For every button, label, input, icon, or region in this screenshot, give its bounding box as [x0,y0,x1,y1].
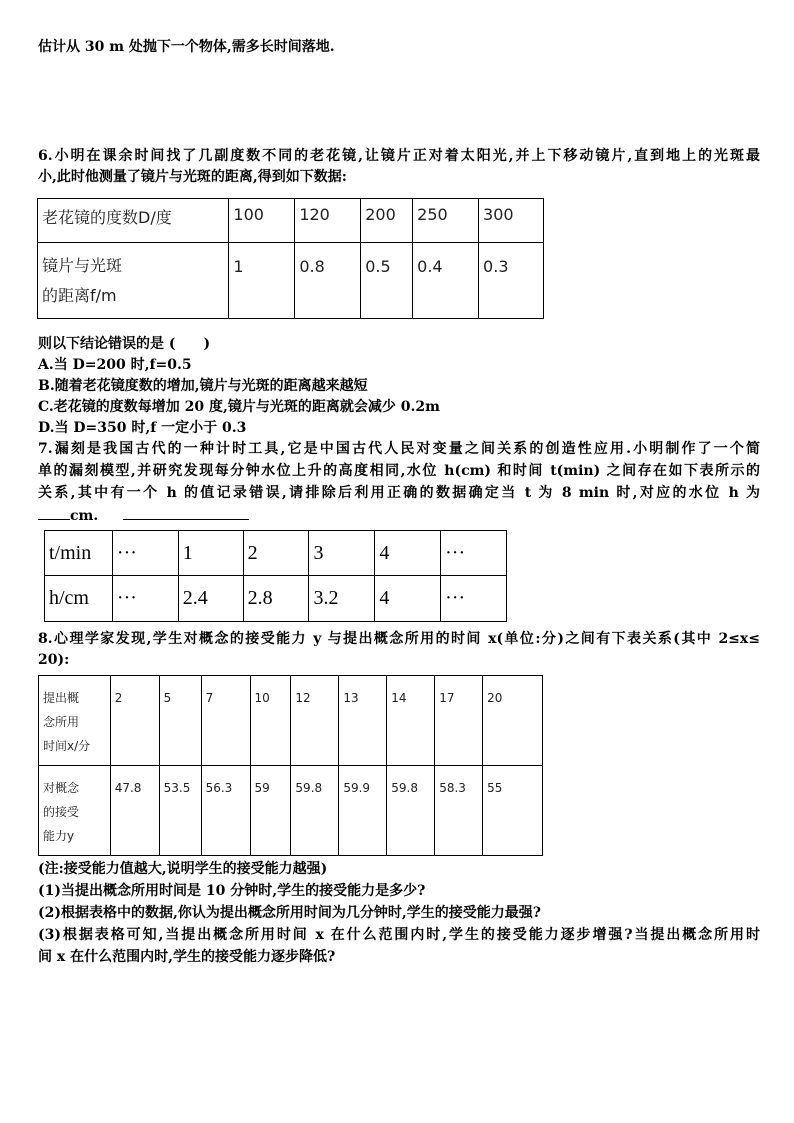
q8-table [38,675,543,856]
q6-table-row-degree [38,199,544,243]
q8-row2-header [39,766,111,856]
q6-text-line2: 小,此时他测量了镜片与光斑的距离,得到如下数据: [38,169,347,185]
q6-row1-cell: 300 [479,199,544,243]
q6-row1-cell: 120 [295,199,361,243]
q6-row2-cell: 0.4 [413,243,479,319]
q8-text-line1: 8.心理学家发现,学生对概念的接受能力 y 与提出概念所用的时间 x(单位:分)之间有下表关系(其中 2≤x≤ [38,631,760,647]
q7-text-line3: 关系,其中有一个 h 的值记录错误,请排除后利用正确的数据确定当 t 为 8 min 时,对应的水位 h 为 [38,485,760,501]
q8-row2-cell: 55 [483,766,543,856]
q6-row1-cell: 200 [361,199,413,243]
q7-row1-cell: ··· [441,531,507,576]
q6-row1-cell: 250 [413,199,479,243]
q8-row1-cell: 17 [435,676,483,766]
q7-row1-cell: 2 [243,531,309,576]
q8-row2-cell: 58.3 [435,766,483,856]
q8-row2-cell: 59 [250,766,291,856]
q7-table-row-h [45,576,507,622]
q8-sub1: (1)当提出概念所用时间是 10 分钟时,学生的接受能力是多少? [38,883,426,899]
q7-extra-blank [123,505,249,520]
q7-table-row-t [45,531,507,576]
q8-row2-cell: 59.8 [291,766,339,856]
q6-row1-cell: 100 [229,199,295,243]
q8-note: (注:接受能力值越大,说明学生的接受能力越强) [38,861,328,877]
q7-row2-header: h/cm [45,576,113,622]
q7-text-line1: 7.漏刻是我国古代的一种计时工具,它是中国古代人民对变量之间关系的创造性应用.小明制作了一个简 [38,441,760,457]
q6-option-d: D.当 D=350 时,f 一定小于 0.3 [38,420,247,436]
q6-row2-header-line2: 的距离f/m [42,286,117,305]
q8-row1-cell: 10 [250,676,291,766]
q8-row1-header-line3: 时间x/分 [43,739,91,753]
q8-table-row-ability [39,766,543,856]
q6-option-b: B.随着老花镜度数的增加,镜片与光斑的距离越来越短 [38,378,368,394]
q8-row1-cell: 7 [201,676,250,766]
q8-sub3-line1: (3)根据表格可知,当提出概念所用时间 x 在什么范围内时,学生的接受能力逐步增强?当提出概念所用时 [38,927,760,943]
q8-row1-cell: 5 [159,676,201,766]
q6-row2-header [38,243,229,319]
q8-row1-header-line1: 提出概 [43,691,80,705]
q8-row1-cell: 13 [339,676,387,766]
q7-row2-cell: ··· [441,576,507,622]
q6-table [37,198,544,319]
q7-row1-cell: 1 [178,531,243,576]
q8-row2-header-line1: 对概念 [43,781,80,795]
q8-row1-cell: 12 [291,676,339,766]
q7-row2-cell: 4 [375,576,441,622]
q6-row2-cell: 1 [229,243,295,319]
q7-row1-header: t/min [45,531,113,576]
q7-row1-cell: ··· [112,531,178,576]
q8-row2-cell: 59.9 [339,766,387,856]
q8-row1-header-line2: 念所用 [43,715,80,729]
q8-row1-cell: 20 [483,676,543,766]
q8-text-line2: 20): [38,652,70,668]
q7-row1-cell: 3 [309,531,375,576]
q6-row1-header: 老花镜的度数D/度 [38,199,229,243]
q8-row2-cell: 53.5 [159,766,201,856]
q8-row1-header [39,676,111,766]
q6-row2-header-line1: 镜片与光斑 [42,256,123,275]
q7-text-line4 [38,505,760,527]
q7-row2-cell: 3.2 [309,576,375,622]
q8-sub2: (2)根据表格中的数据,你认为提出概念所用时间为几分钟时,学生的接受能力最强? [38,905,541,921]
q8-row2-cell: 47.8 [110,766,159,856]
q6-row2-cell: 0.3 [479,243,544,319]
q6-table-row-distance [38,243,544,319]
q7-text-line2: 单的漏刻模型,并研究发现每分钟水位上升的高度相同,水位 h(cm) 和时间 t(min) 之间存在如下表所示的 [38,463,760,479]
q8-row1-cell: 2 [110,676,159,766]
q8-row1-cell: 14 [387,676,435,766]
q6-prompt: 则以下结论错误的是 ( ) [38,336,211,352]
q8-row2-cell: 56.3 [201,766,250,856]
q7-row2-cell: 2.8 [243,576,309,622]
q7-table [44,530,507,622]
q8-row2-header-line2: 的接受 [43,805,80,819]
q7-row2-cell: 2.4 [178,576,243,622]
q6-option-a: A.当 D=200 时,f=0.5 [38,357,192,373]
q7-row1-cell: 4 [375,531,441,576]
q8-table-row-time [39,676,543,766]
q7-row2-cell: ··· [112,576,178,622]
q8-sub3-line2: 间 x 在什么范围内时,学生的接受能力逐步降低? [38,949,336,965]
q6-text-line1: 6.小明在课余时间找了几副度数不同的老花镜,让镜片正对着太阳光,并上下移动镜片,直到地上的光斑最 [38,148,760,164]
q6-row2-cell: 0.5 [361,243,413,319]
q7-unit: cm. [70,508,99,524]
q7-answer-blank[interactable] [38,505,70,520]
intro-line: 估计从 30 m 处抛下一个物体,需多长时间落地. [38,39,335,55]
q6-row2-cell: 0.8 [295,243,361,319]
q8-row2-cell: 59.8 [387,766,435,856]
q6-option-c: C.老花镜的度数每增加 20 度,镜片与光斑的距离就会减少 0.2m [38,399,440,415]
q8-row2-header-line3: 能力y [43,829,75,843]
